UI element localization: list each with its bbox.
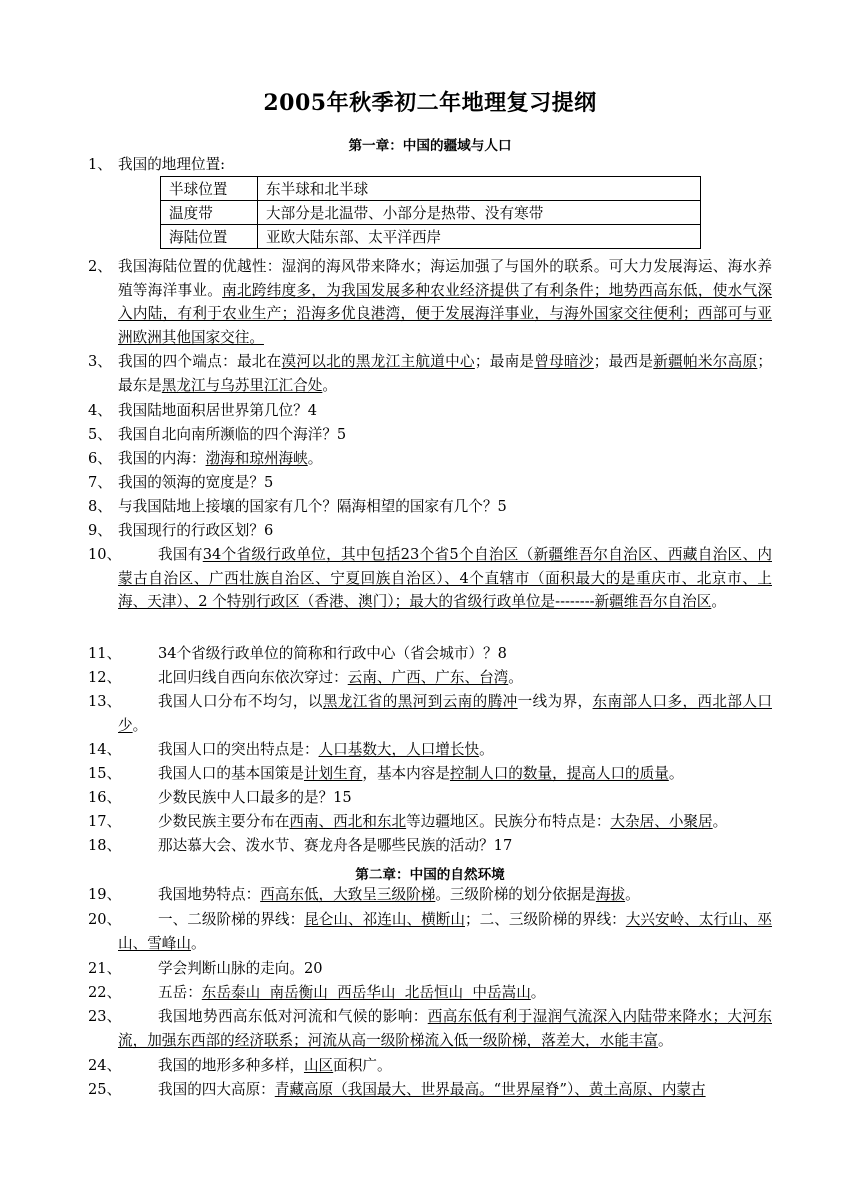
list-item: 14、 我国人口的突出特点是：人口基数大，人口增长快。 [88,741,494,758]
list-item: 2、 我国海陆位置的优越性：湿润的海风带来降水；海运加强了与国外的联系。可大力发展海运、海水养殖等海洋事业。南北跨纬度多，为我国发展多种农业经济提供了有利条件；地势西高东低，使水气深入内陆，有利于农业生产；沿海多优良港湾，便于发展海洋事业，与海外国家交往便利；西部可与亚洲欧洲其他国家交往。 [88,258,772,346]
list-item: 25、 我国的四大高原：青藏高原（我国最大、世界最高。“世界屋脊”）、黄土高原、内蒙古 [88,1081,706,1098]
table-row [161,177,701,201]
list-item: 19、 我国地势特点：西高东低，大致呈三级阶梯。三级阶梯的划分依据是海拔。 [88,886,640,903]
list-item: 21、 学会判断山脉的走向。20 [88,960,323,977]
list-item: 13、 我国人口分布不均匀，以黑龙江省的黑河到云南的腾冲一线为界，东南部人口多，西北部人口少。 [88,693,772,734]
list-item: 10、 我国有34个省级行政单位，其中包括23个省5个自治区（新疆维吾尔自治区、西藏自治区、内蒙古自治区、广西壮族自治区、宁夏回族自治区）、4个直辖市（面积最大的是重庆市、北京市、上海、天津）、2 个特别行政区（香港、澳门）；最大的省级行政单位是--------新疆维吾尔自治区。 [88,546,772,610]
list-item: 9、 我国现行的行政区划？6 [88,522,274,539]
list-item: 4、 我国陆地面积居世界第几位？4 [88,402,318,419]
list-item: 8、 与我国陆地上接壤的国家有几个？隔海相望的国家有几个？5 [88,498,507,515]
list-item: 22、 五岳：东岳泰山 南岳衡山 西岳华山 北岳恒山 中岳嵩山。 [88,984,546,1001]
table-cell: 亚欧大陆东部、太平洋西岸 [258,225,701,249]
list-item: 11、 34个省级行政单位的简称和行政中心（省会城市）？8 [88,645,507,662]
table-row [161,225,701,249]
list-item: 24、 我国的地形多种多样，山区面积广。 [88,1057,392,1074]
list-item: 12、 北回归线自西向东依次穿过：云南、广西、广东、台湾。 [88,669,523,686]
table-cell: 温度带 [161,201,258,225]
table-cell: 大部分是北温带、小部分是热带、没有寒带 [258,201,701,225]
list-item: 16、 少数民族中人口最多的是？15 [88,789,352,806]
table-row [161,201,701,225]
list-item: 5、 我国自北向南所濒临的四个海洋？5 [88,426,347,443]
list-item: 6、 我国的内海：渤海和琼州海峡。 [88,450,323,467]
table-cell: 海陆位置 [161,225,258,249]
geo-position-table [160,176,701,249]
document-title: 2005年秋季初二年地理复习提纲 [263,90,597,116]
list-item: 15、 我国人口的基本国策是计划生育，基本内容是控制人口的数量，提高人口的质量。 [88,765,684,782]
chapter-1-heading: 第一章：中国的疆域与人口 [348,138,512,154]
list-item: 3、 我国的四个端点：最北在漠河以北的黑龙江主航道中心；最南是曾母暗沙；最西是新疆帕米尔高原；最东是黑龙江与乌苏里江汇合处。 [88,353,772,394]
list-item: 1、 我国的地理位置: [88,156,226,173]
list-item: 18、 那达慕大会、泼水节、赛龙舟各是哪些民族的活动？17 [88,837,513,854]
list-item: 23、 我国地势西高东低对河流和气候的影响：西高东低有利于湿润气流深入内陆带来降水；大河东流，加强东西部的经济联系；河流从高一级阶梯流入低一级阶梯，落差大，水能丰富。 [88,1008,772,1049]
table-cell: 半球位置 [161,177,258,201]
list-item: 7、 我国的领海的宽度是？5 [88,474,274,491]
chapter-2-heading: 第二章：中国的自然环境 [355,867,505,883]
list-item: 17、 少数民族主要分布在西南、西北和东北等边疆地区。民族分布特点是：大杂居、小聚居。 [88,813,728,830]
table-cell: 东半球和北半球 [258,177,701,201]
list-item: 20、 一、二级阶梯的界线：昆仑山、祁连山、横断山；二、三级阶梯的界线：大兴安岭、太行山、巫山、雪峰山。 [88,911,772,952]
